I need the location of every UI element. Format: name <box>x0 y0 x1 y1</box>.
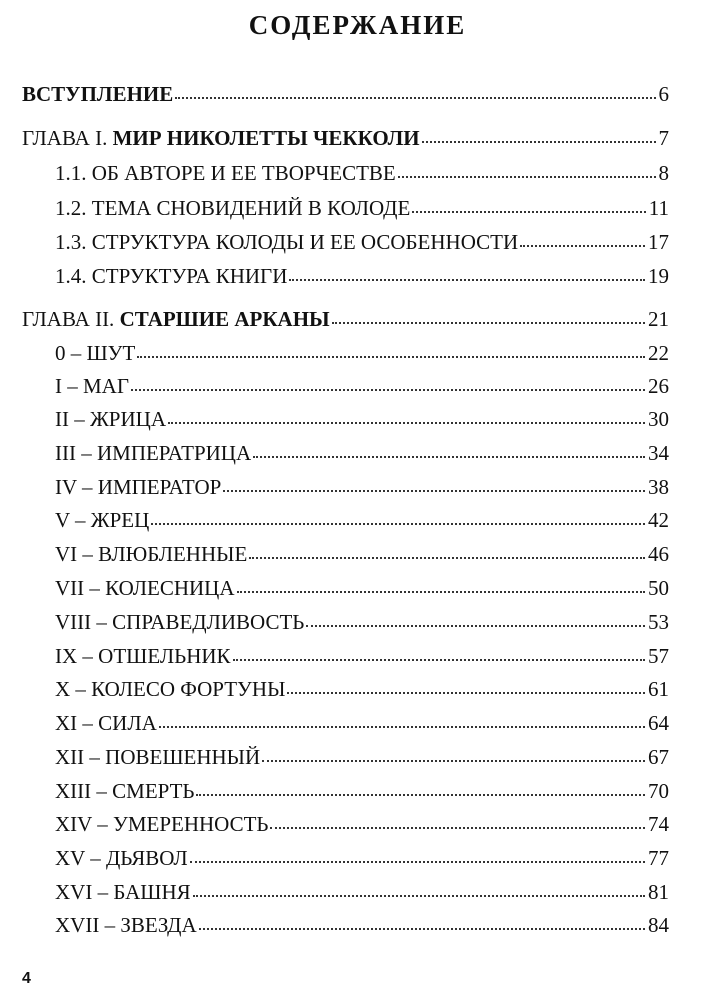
toc-entry-label: ГЛАВА II. СТАРШИЕ АРКАНЫ <box>22 307 330 331</box>
toc-page-number: 22 <box>648 341 669 365</box>
toc-entry-label: IV – ИМПЕРАТОР <box>55 475 222 499</box>
toc-entry-label: XVII – ЗВЕЗДА <box>55 913 197 937</box>
dot-leader <box>262 760 645 762</box>
dot-leader <box>131 389 645 391</box>
toc-entry-label: ВСТУПЛЕНИЕ <box>22 82 174 106</box>
toc-entry-label: V – ЖРЕЦ <box>55 508 150 532</box>
toc-entry[interactable] <box>55 340 669 366</box>
dot-leader <box>306 625 645 627</box>
toc-entry-label: 1.3. СТРУКТУРА КОЛОДЫ И ЕЕ ОСОБЕННОСТИ <box>55 230 519 254</box>
toc-page-number: 61 <box>648 677 669 701</box>
toc-page-number: 84 <box>648 913 669 937</box>
dot-leader <box>175 97 655 99</box>
toc-entry-label: XI – СИЛА <box>55 711 157 735</box>
toc-entry[interactable] <box>22 81 669 107</box>
dot-leader <box>159 726 645 728</box>
toc-entry[interactable] <box>55 912 669 938</box>
toc-entry-label: 1.2. ТЕМА СНОВИДЕНИЙ В КОЛОДЕ <box>55 196 411 220</box>
toc-entry-label: I – МАГ <box>55 374 129 398</box>
dot-leader <box>289 279 645 281</box>
toc-entry-label: VIII – СПРАВЕДЛИВОСТЬ <box>55 610 305 634</box>
toc-page-number: 19 <box>648 264 669 288</box>
toc-entry[interactable] <box>55 373 669 399</box>
dot-leader <box>270 827 645 829</box>
dot-leader <box>412 211 645 213</box>
toc-entry-label: III – ИМПЕРАТРИЦА <box>55 441 252 465</box>
toc-entry[interactable] <box>55 778 669 804</box>
toc-page-number: 11 <box>648 196 669 220</box>
toc-entry[interactable] <box>22 306 669 332</box>
toc-page-number: 6 <box>658 82 669 106</box>
toc-page-number: 21 <box>648 307 669 331</box>
dot-leader <box>520 245 645 247</box>
toc-entry[interactable] <box>55 440 669 466</box>
toc-page-number: 42 <box>648 508 669 532</box>
toc-page-number: 74 <box>648 812 669 836</box>
toc-entry-label: ГЛАВА I. МИР НИКОЛЕТТЫ ЧЕККОЛИ <box>22 126 420 150</box>
toc-entry[interactable] <box>55 575 669 601</box>
page-title: СОДЕРЖАНИЕ <box>248 10 467 40</box>
toc-page-number: 70 <box>648 779 669 803</box>
toc-page-number: 17 <box>648 230 669 254</box>
toc-page-number: 26 <box>648 374 669 398</box>
dot-leader <box>151 523 645 525</box>
toc-entry[interactable] <box>55 229 669 255</box>
toc-entry[interactable] <box>55 879 669 905</box>
toc-entry[interactable] <box>55 507 669 533</box>
toc-page-number: 50 <box>648 576 669 600</box>
dot-leader <box>287 692 645 694</box>
toc-entry-label: VI – ВЛЮБЛЕННЫЕ <box>55 542 248 566</box>
toc-entry[interactable] <box>55 160 669 186</box>
page-number: 4 <box>22 970 31 987</box>
dot-leader <box>237 591 646 593</box>
toc-entry[interactable] <box>22 125 669 151</box>
toc-page-number: 81 <box>648 880 669 904</box>
toc-page-number: 64 <box>648 711 669 735</box>
toc-page-number: 53 <box>648 610 669 634</box>
dot-leader <box>199 928 645 930</box>
dot-leader <box>168 422 645 424</box>
dot-leader <box>196 794 645 796</box>
toc-entry[interactable] <box>55 811 669 837</box>
toc-entry[interactable] <box>55 710 669 736</box>
toc-entry[interactable] <box>55 474 669 500</box>
toc-entry[interactable] <box>55 643 669 669</box>
toc-page-number: 7 <box>658 126 669 150</box>
toc-page-number: 8 <box>658 161 669 185</box>
toc-entry-label: IX – ОТШЕЛЬНИК <box>55 644 231 668</box>
toc-entry[interactable] <box>55 406 669 432</box>
dot-leader <box>137 356 645 358</box>
toc-entry-label: 1.1. ОБ АВТОРЕ И ЕЕ ТВОРЧЕСТВЕ <box>55 161 396 185</box>
toc-entry[interactable] <box>55 744 669 770</box>
toc-entry[interactable] <box>55 845 669 871</box>
toc-entry-label: XII – ПОВЕШЕННЫЙ <box>55 745 261 769</box>
toc-page-number: 67 <box>648 745 669 769</box>
dot-leader <box>332 322 645 324</box>
dot-leader <box>422 141 656 143</box>
toc-entry-label: II – ЖРИЦА <box>55 407 166 431</box>
dot-leader <box>398 176 656 178</box>
toc-page-number: 34 <box>648 441 669 465</box>
dot-leader <box>193 895 645 897</box>
toc-page-number: 77 <box>648 846 669 870</box>
toc-entry[interactable] <box>55 541 669 567</box>
dot-leader <box>249 557 645 559</box>
toc-entry-label: XIV – УМЕРЕННОСТЬ <box>55 812 269 836</box>
toc-entry-label: VII – КОЛЕСНИЦА <box>55 576 235 600</box>
toc-page-number: 46 <box>648 542 669 566</box>
dot-leader <box>190 861 645 863</box>
toc-entry-label: XIII – СМЕРТЬ <box>55 779 195 803</box>
toc-entry-label: 1.4. СТРУКТУРА КНИГИ <box>55 264 288 288</box>
dot-leader <box>253 456 645 458</box>
dot-leader <box>223 490 645 492</box>
dot-leader <box>233 659 645 661</box>
toc-entry-label: X – КОЛЕСО ФОРТУНЫ <box>55 677 286 701</box>
toc-entry[interactable] <box>55 609 669 635</box>
toc-entry-label: XV – ДЬЯВОЛ <box>55 846 188 870</box>
toc-page-number: 30 <box>648 407 669 431</box>
toc-entry[interactable] <box>55 676 669 702</box>
toc-page-number: 38 <box>648 475 669 499</box>
toc-entry-label: XVI – БАШНЯ <box>55 880 191 904</box>
toc-entry-label: 0 – ШУТ <box>55 341 136 365</box>
toc-page-number: 57 <box>648 644 669 668</box>
toc-entry[interactable] <box>55 263 669 289</box>
toc-entry[interactable] <box>55 195 669 221</box>
